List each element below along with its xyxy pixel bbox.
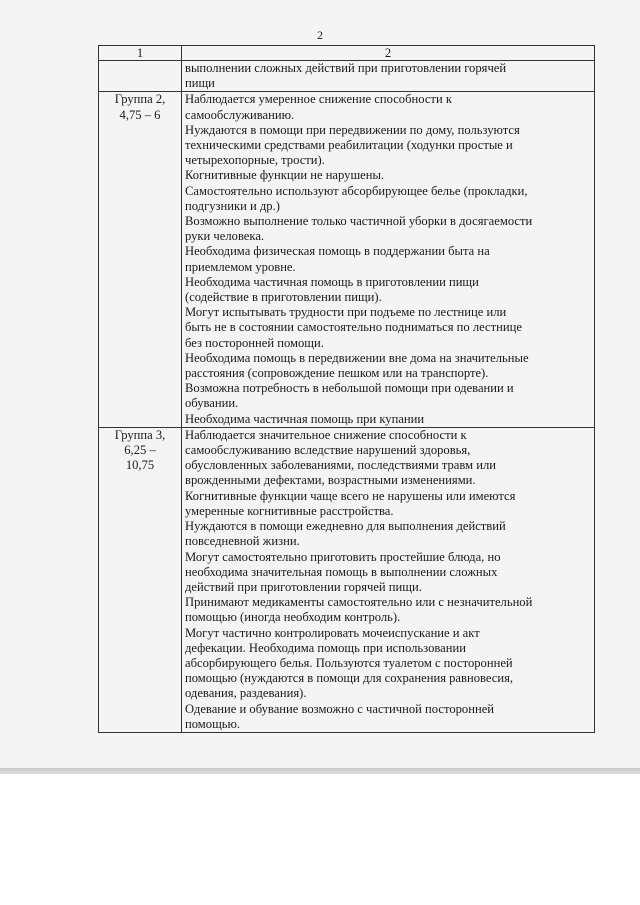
description-line: Когнитивные функции чаще всего не нарушены или имеются [185, 488, 516, 503]
description-line: Одевание и обувание возможно с частичной посторонней [185, 701, 495, 716]
group-label-line: 10,75 [125, 458, 155, 473]
description-line: руки человека. [185, 229, 265, 244]
description-line: четырехопорные, трости). [185, 153, 325, 168]
table-body [99, 46, 595, 733]
description-line: Принимают медикаменты самостоятельно или с незначительной [185, 595, 533, 610]
table-row [99, 61, 595, 92]
description-line: одевания, раздевания). [185, 686, 307, 701]
table-row [99, 427, 595, 732]
criteria-table [98, 45, 595, 733]
description-line: помощью. [185, 716, 241, 731]
description-line: без посторонней помощи. [185, 335, 324, 350]
description-line: Возможно выполнение только частичной уборки в досягаемости [185, 214, 533, 229]
group-label-line: Группа 2, [114, 92, 166, 107]
group-label-line: Группа 3, [114, 427, 166, 442]
description-line: Наблюдается умеренное снижение способности к [185, 92, 452, 107]
description-cell [182, 92, 595, 427]
description-line: умеренные когнитивные расстройства. [185, 503, 394, 518]
description-line: самообслуживанию вследствие нарушений здоровья, [185, 443, 471, 458]
group-label-line: 4,75 – 6 [119, 107, 161, 122]
description-line: быть не в состоянии самостоятельно подниматься по лестнице [185, 320, 522, 335]
group-cell [99, 427, 182, 732]
group-cell [99, 92, 182, 427]
table-row [99, 92, 595, 427]
description-line: пищи [185, 76, 215, 91]
description-line: действий при приготовлении горячей пищи. [185, 579, 422, 594]
description-line: Могут частично контролировать мочеиспускание и акт [185, 625, 480, 640]
description-line: Необходима частичная помощь при купании [185, 411, 425, 426]
description-line: самообслуживанию. [185, 107, 295, 122]
description-line: Могут испытывать трудности при подъеме по лестнице или [185, 305, 507, 320]
description-line: Необходима физическая помощь в поддержании быта на [185, 244, 490, 259]
description-line: Наблюдается значительное снижение способности к [185, 427, 467, 442]
description-line: расстояния (сопровождение пешком или на транспорте). [185, 366, 489, 381]
page-number: 2 [317, 28, 323, 42]
description-line: Нуждаются в помощи ежедневно для выполнения действий [185, 519, 506, 534]
description-line: (содействие в приготовлении пищи). [185, 290, 382, 305]
description-line: необходима значительная помощь в выполнении сложных [185, 564, 498, 579]
description-line: Нуждаются в помощи при передвижении по дому, пользуются [185, 122, 520, 137]
description-line: приемлемом уровне. [185, 259, 296, 274]
description-line: помощью (нуждаются в помощи для сохранения равновесия, [185, 671, 514, 686]
description-line: Необходима частичная помощь в приготовлении пищи [185, 274, 479, 289]
description-line: абсорбирующего белья. Пользуются туалетом с посторонней [185, 655, 513, 670]
description-line: подгузники и др.) [185, 198, 280, 213]
description-line: обусловленных заболеваниями, последствиями травм или [185, 458, 496, 473]
column-header-1: 1 [99, 46, 182, 61]
description-line: Необходима помощь в передвижении вне дома на значительные [185, 350, 529, 365]
description-line: обувании. [185, 396, 239, 411]
description-line: техническими средствами реабилитации (ходунки простые и [185, 138, 513, 153]
group-cell [99, 61, 182, 92]
group-label-line: 6,25 – [124, 443, 156, 458]
description-line: Самостоятельно используют абсорбирующее белье (прокладки, [185, 183, 528, 198]
description-line: Могут самостоятельно приготовить простейшие блюда, но [185, 549, 501, 564]
table-header-row [99, 46, 595, 61]
blank-margin [0, 774, 640, 905]
description-line: повседневной жизни. [185, 534, 300, 549]
column-header-2: 2 [182, 46, 595, 61]
description-cell [182, 427, 595, 732]
description-line: Возможна потребность в небольшой помощи при одевании и [185, 381, 514, 396]
description-line: помощью (иногда необходим контроль). [185, 610, 401, 625]
description-line: дефекации. Необходима помощь при использовании [185, 640, 466, 655]
description-line: выполнении сложных действий при приготовлении горячей [185, 61, 507, 75]
description-line: Когнитивные функции не нарушены. [185, 168, 385, 183]
description-cell [182, 61, 595, 92]
description-line: врожденными дефектами, возрастными изменениями. [185, 473, 476, 488]
